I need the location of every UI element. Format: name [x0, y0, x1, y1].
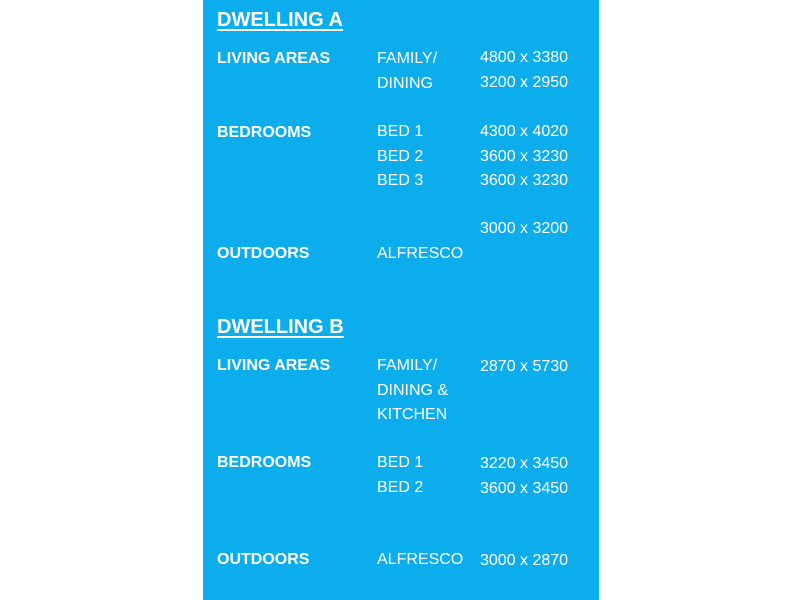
dwelling-b-outdoors-room: ALFRESCO	[377, 551, 464, 568]
dwelling-b-bedrooms-rooms	[377, 451, 423, 500]
dwelling-b-bedrooms-dims	[480, 452, 568, 501]
room-name: DINING &	[377, 381, 449, 399]
room-name: DINING	[377, 74, 433, 92]
room-name: BED 2	[377, 147, 424, 165]
dwelling-b-living-category: LIVING AREAS	[217, 357, 331, 374]
dwelling-b-outdoors-dim: 3000 x 2870	[480, 552, 569, 569]
dwelling-b-living-rooms	[377, 354, 448, 428]
dwelling-a-outdoors-category: OUTDOORS	[217, 245, 310, 262]
room-dimension: 4800 x 3380	[480, 49, 569, 66]
room-dimension: 3200 x 2950	[480, 73, 569, 91]
room-dimension: 3600 x 3450	[480, 479, 569, 497]
dwelling-a-living-dims	[480, 46, 568, 95]
room-dimension: 3600 x 3230	[480, 147, 569, 165]
dwelling-b-outdoors-category: OUTDOORS	[217, 551, 310, 568]
room-name: FAMILY/	[377, 50, 438, 67]
dwelling-b-heading: DWELLING B	[217, 316, 344, 338]
room-dimension: 3220 x 3450	[480, 455, 569, 472]
room-name: BED 2	[377, 478, 424, 496]
dwelling-a-bedrooms-category: BEDROOMS	[217, 124, 312, 141]
room-schedule-panel	[203, 0, 599, 600]
dwelling-a-outdoors-room: ALFRESCO	[377, 245, 464, 262]
dwelling-b-bedrooms-category: BEDROOMS	[217, 454, 312, 471]
room-dimension: 3600 x 3230	[480, 172, 569, 189]
room-name: FAMILY/	[377, 357, 438, 374]
dwelling-a-outdoors-dim: 3000 x 3200	[480, 220, 569, 237]
dwelling-a-heading: DWELLING A	[217, 9, 343, 31]
dwelling-a-bedrooms-dims	[480, 120, 568, 194]
dwelling-a-living-category: LIVING AREAS	[217, 50, 331, 67]
room-name: BED 3	[377, 172, 424, 189]
room-name: BED 1	[377, 123, 424, 140]
dwelling-a-bedrooms-rooms	[377, 120, 423, 194]
room-name: BED 1	[377, 454, 424, 471]
room-dimension: 4300 x 4020	[480, 123, 569, 140]
dwelling-a-living-rooms	[377, 47, 437, 96]
room-name: KITCHEN	[377, 406, 448, 423]
dwelling-b-living-dim: 2870 x 5730	[480, 358, 569, 375]
